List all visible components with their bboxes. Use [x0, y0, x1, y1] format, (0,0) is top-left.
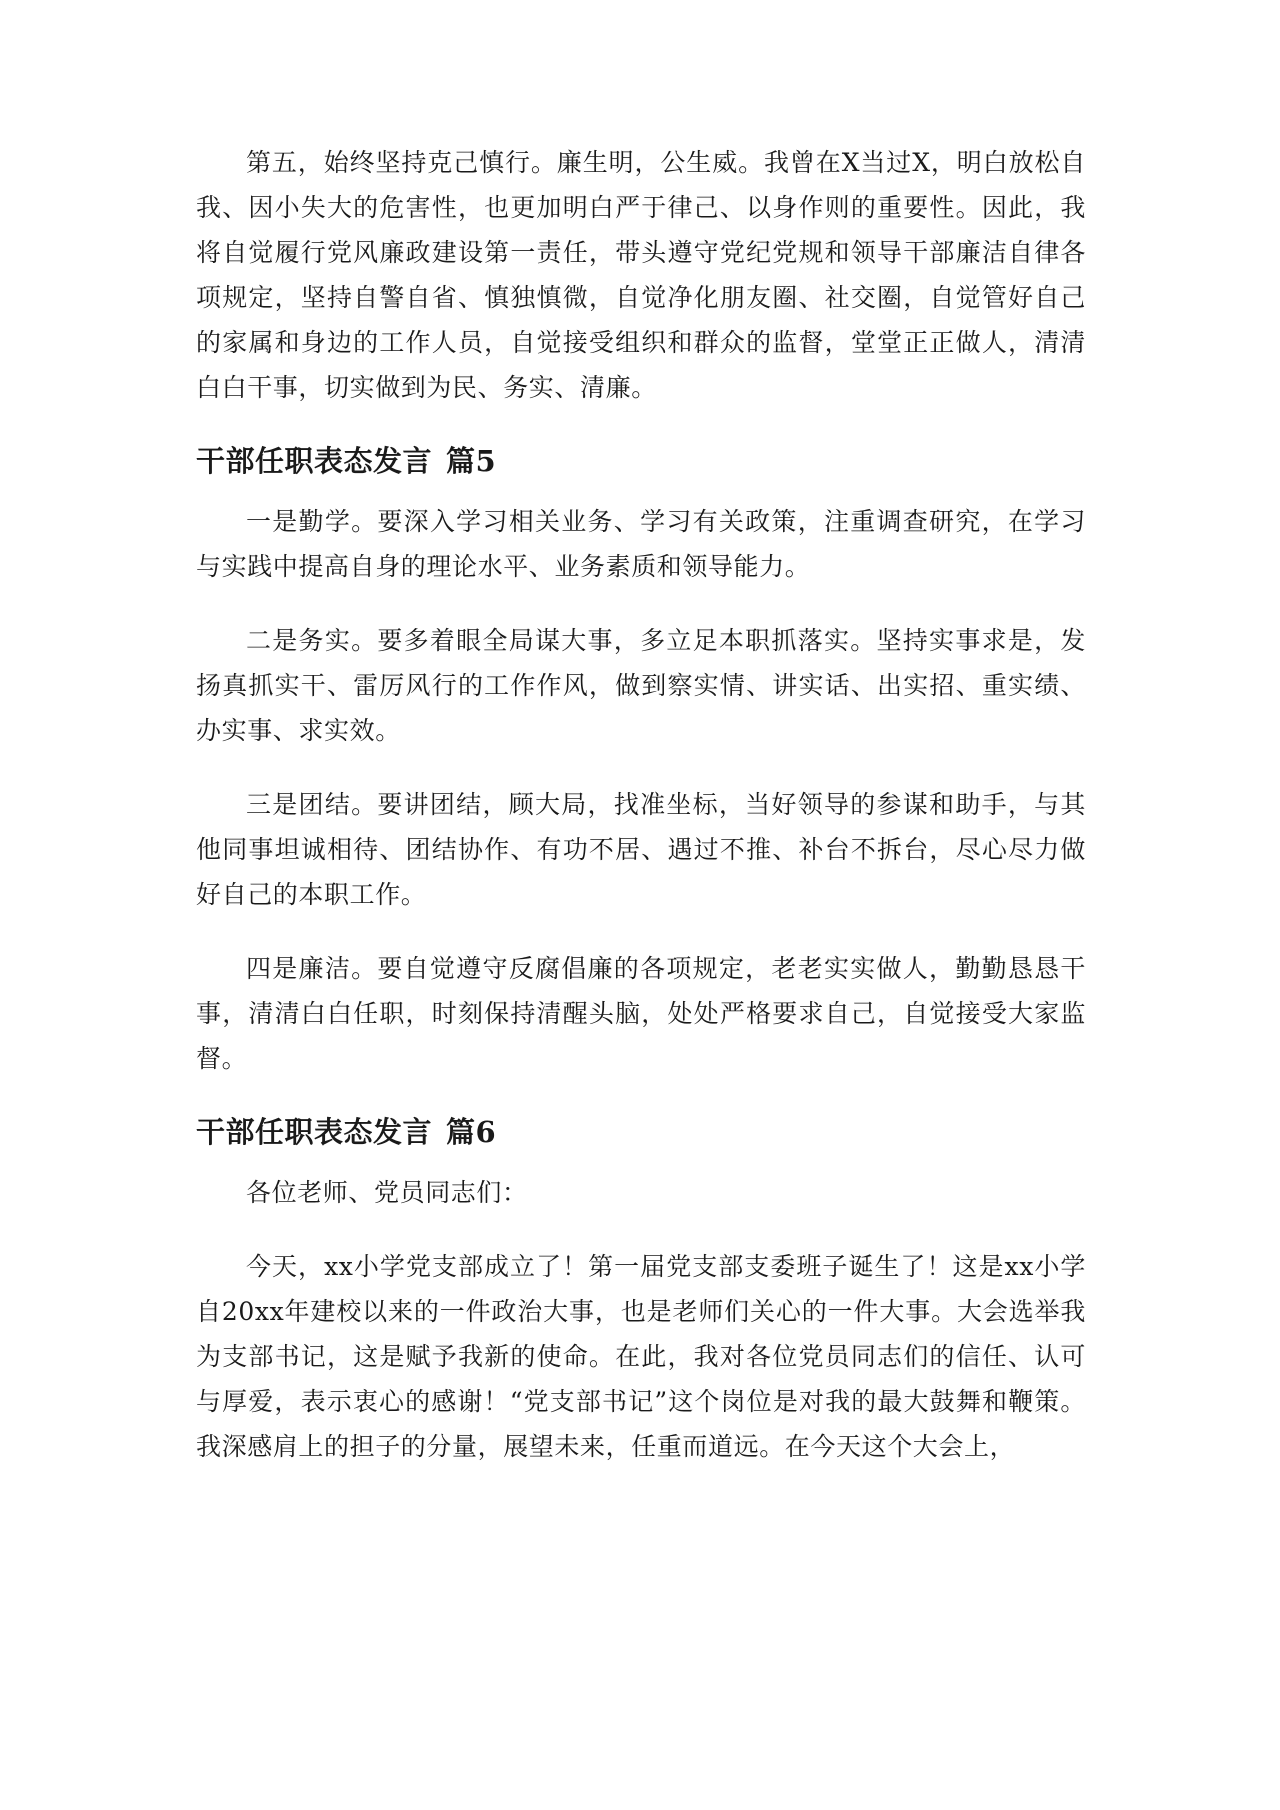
- heading-number: 篇5: [446, 444, 497, 478]
- paragraph-greeting: 各位老师、党员同志们：: [246, 1178, 528, 1207]
- paragraph-fifth-point: 第五，始终坚持克己慎行。廉生明，公生威。我曾在X当过X，明白放松自我、因小失大的危害性，也更加明白严于律己、以身作则的重要性。因此，我将自觉履行党风廉政建设第一责任，带头遵守党纪党规和领导干部廉洁自律各项规定，坚持自警自省、慎独慎微，自觉净化朋友圈、社交圈，自觉管好自己的家属和身边的工作人员，自觉接受组织和群众的监督，堂堂正正做人，清清白白干事，切实做到为民、务实、清廉。: [196, 148, 1086, 402]
- document-page: [196, 140, 1086, 1498]
- paragraph-unity: 三是团结。要讲团结，顾大局，找准坐标，当好领导的参谋和助手，与其他同事坦诚相待、团结协作、有功不居、遇过不推、补台不拆台，尽心尽力做好自己的本职工作。: [196, 790, 1086, 909]
- heading-title: 干部任职表态发言: [196, 444, 433, 478]
- paragraph-study: 一是勤学。要深入学习相关业务、学习有关政策，注重调查研究，在学习与实践中提高自身的理论水平、业务素质和领导能力。: [196, 507, 1086, 581]
- section-heading-part-6: [196, 1110, 1086, 1154]
- paragraph-integrity: 四是廉洁。要自觉遵守反腐倡廉的各项规定，老老实实做人，勤勤恳恳干事，清清白白任职，时刻保持清醒头脑，处处严格要求自己，自觉接受大家监督。: [196, 954, 1086, 1073]
- heading-number: 篇6: [446, 1115, 497, 1149]
- section-heading-part-5: [196, 439, 1086, 483]
- section-part-6: [196, 1110, 1086, 1469]
- paragraph-practical: 二是务实。要多着眼全局谋大事，多立足本职抓落实。坚持实事求是，发扬真抓实干、雷厉风行的工作作风，做到察实情、讲实话、出实招、重实绩、办实事、求实效。: [196, 626, 1086, 745]
- section-part-5: [196, 439, 1086, 1081]
- heading-title: 干部任职表态发言: [196, 1115, 433, 1149]
- paragraph-speech-opening: 今天，xx小学党支部成立了！第一届党支部支委班子诞生了！这是xx小学自20xx年建校以来的一件政治大事，也是老师们关心的一件大事。大会选举我为支部书记，这是赋予我新的使命。在此，我对各位党员同志们的信任、认可与厚爱，表示衷心的感谢！“党支部书记”这个岗位是对我的最大鼓舞和鞭策。我深感肩上的担子的分量，展望未来，任重而道远。在今天这个大会上，: [196, 1252, 1086, 1461]
- section-continuation: [196, 140, 1086, 410]
